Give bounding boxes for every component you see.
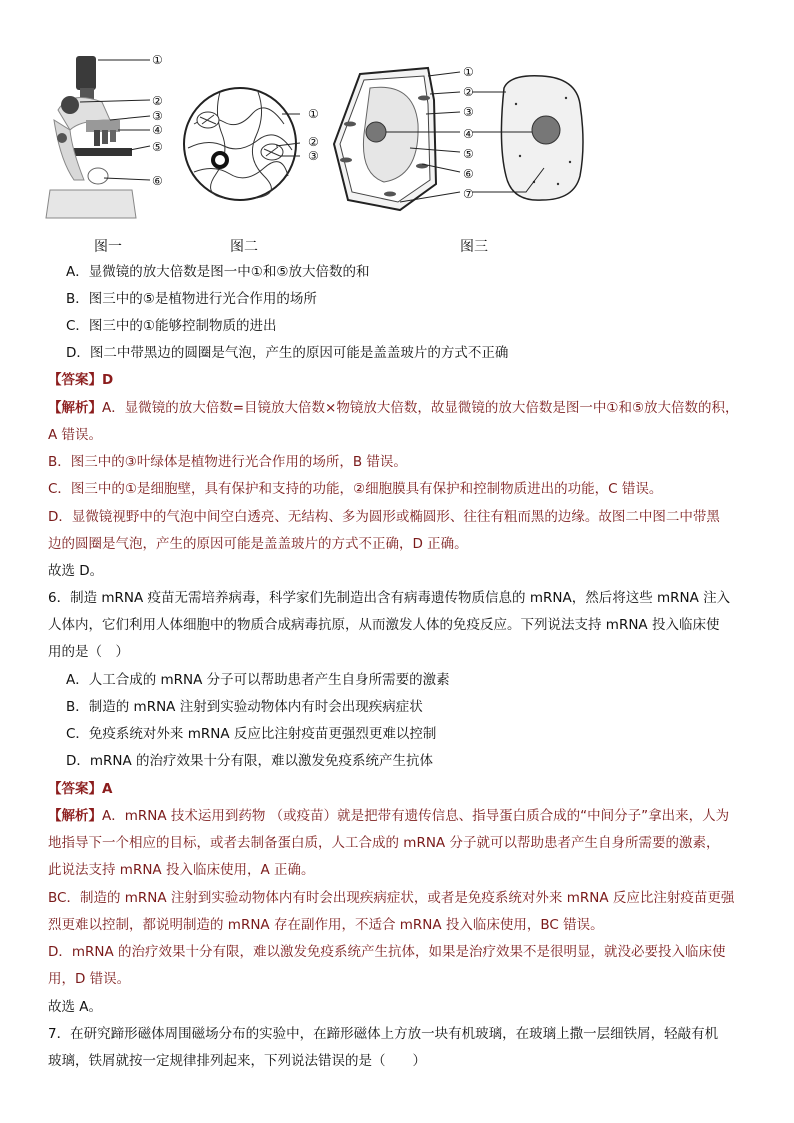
fig2-label-2: ②	[308, 135, 319, 149]
q5-explanation-b: B．图三中的③叶绿体是植物进行光合作用的场所，B 错误。	[48, 454, 407, 470]
fig3-label-3: ③	[463, 105, 474, 119]
field-of-view-figure	[180, 84, 300, 204]
q6-option-c: C．免疫系统对外来 mRNA 反应比注射疫苗更强烈更难以控制	[66, 726, 437, 742]
q6-option-b: B．制造的 mRNA 注射到实验动物体内有时会出现疾病症状	[66, 699, 423, 715]
q6-stem-line1: 6．制造 mRNA 疫苗无需培养病毒，科学家们先制造出含有病毒遗传物质信息的 mRNA，然后将这些 mRNA 注入	[48, 590, 731, 606]
fig3-caption: 图三	[460, 239, 488, 255]
q6-explanation-a-text: A．mRNA 技术运用到药物 （或疫苗）就是把带有遗传信息、指导蛋白质合成的“中间分子”拿出来，人为	[102, 808, 730, 824]
q5-answer: 【答案】D	[48, 372, 114, 388]
fig3-label-1: ①	[463, 65, 474, 79]
fig3-label-5: ⑤	[463, 147, 474, 161]
q5-explanation-a	[48, 398, 758, 418]
fig1-caption: 图一	[94, 239, 122, 255]
fig3-label-2: ②	[463, 85, 474, 99]
fig2-caption: 图二	[230, 239, 258, 255]
fig1-label-5: ⑤	[152, 140, 163, 154]
q6-explanation-head: 【解析】	[48, 808, 102, 824]
q5-explanation-a-text: A．显微镜的放大倍数=目镜放大倍数×物镜放大倍数，故显微镜的放大倍数是图一中①和⑤放大倍数的积，	[102, 400, 739, 416]
q6-answer: 【答案】A	[48, 781, 113, 797]
q6-stem-line2: 人体内，它们利用人体细胞中的物质合成病毒抗原，从而激发人体的免疫反应。下列说法支持 mRNA 投入临床使	[48, 617, 720, 633]
fig1-label-1: ①	[152, 53, 163, 67]
fig3-label-7: ⑦	[463, 187, 474, 201]
q7-stem-line1: 7．在研究蹄形磁体周围磁场分布的实验中，在蹄形磁体上方放一块有机玻璃，在玻璃上撒一层细铁屑，轻敲有机	[48, 1026, 719, 1042]
q6-stem-line3: 用的是（ ）	[48, 644, 129, 660]
figure-area	[40, 50, 600, 250]
fig1-label-4: ④	[152, 123, 163, 137]
fig1-label-6: ⑥	[152, 174, 163, 188]
q5-option-b: B．图三中的⑤是植物进行光合作用的场所	[66, 291, 317, 307]
q7-stem-line2: 玻璃，铁屑就按一定规律排列起来，下列说法错误的是（ ）	[48, 1053, 426, 1069]
q6-explanation-a	[48, 806, 758, 826]
fig1-label-2: ②	[152, 94, 163, 108]
q5-explanation-d-cont: 边的圆圈是气泡，产生的原因可能是盖盖玻片的方式不正确，D 正确。	[48, 536, 468, 552]
q5-explanation-a-cont: A 错误。	[48, 427, 103, 443]
fig3-label-6: ⑥	[463, 167, 474, 181]
q6-explanation-a-cont1: 地指导下一个相应的目标，或者去制备蛋白质，人工合成的 mRNA 分子就可以帮助患者产生自身所需要的激素，	[48, 835, 720, 851]
q6-explanation-bc-cont: 烈更难以控制，都说明制造的 mRNA 存在副作用，不适合 mRNA 投入临床使用，BC 错误。	[48, 917, 604, 933]
q6-explanation-d-cont: 用，D 错误。	[48, 971, 131, 987]
fig3-label-4: ④	[463, 127, 474, 141]
q6-option-a: A．人工合成的 mRNA 分子可以帮助患者产生自身所需要的激素	[66, 672, 450, 688]
q6-explanation-bc: BC．制造的 mRNA 注射到实验动物体内有时会出现疾病症状，或者是免疫系统对外来 mRNA 反应比注射疫苗更强	[48, 890, 735, 906]
q6-conclusion: 故选 A。	[48, 999, 103, 1015]
fig2-label-3: ③	[308, 149, 319, 163]
fig1-label-3: ③	[152, 109, 163, 123]
q6-option-d: D．mRNA 的治疗效果十分有限，难以激发免疫系统产生抗体	[66, 753, 434, 769]
q5-explanation-c: C．图三中的①是细胞壁，具有保护和支持的功能，②细胞膜具有保护和控制物质进出的功能，C 错误。	[48, 481, 663, 497]
q6-explanation-a-cont2: 此说法支持 mRNA 投入临床使用，A 正确。	[48, 862, 315, 878]
q5-option-a: A．显微镜的放大倍数是图一中①和⑤放大倍数的和	[66, 264, 370, 280]
q5-explanation-head: 【解析】	[48, 400, 102, 416]
q5-conclusion: 故选 D。	[48, 563, 104, 579]
q6-explanation-d: D．mRNA 的治疗效果十分有限，难以激发免疫系统产生抗体，如果是治疗效果不是很明显，就没必要投入临床使	[48, 944, 726, 960]
q5-option-c: C．图三中的①能够控制物质的进出	[66, 318, 277, 334]
fig2-label-1: ①	[308, 107, 319, 121]
q5-option-d: D．图二中带黑边的圆圈是气泡，产生的原因可能是盖盖玻片的方式不正确	[66, 345, 509, 361]
q5-explanation-d: D．显微镜视野中的气泡中间空白透亮、无结构、多为圆形或椭圆形、往往有粗而黑的边缘。故图二中图二中带黑	[48, 509, 720, 525]
